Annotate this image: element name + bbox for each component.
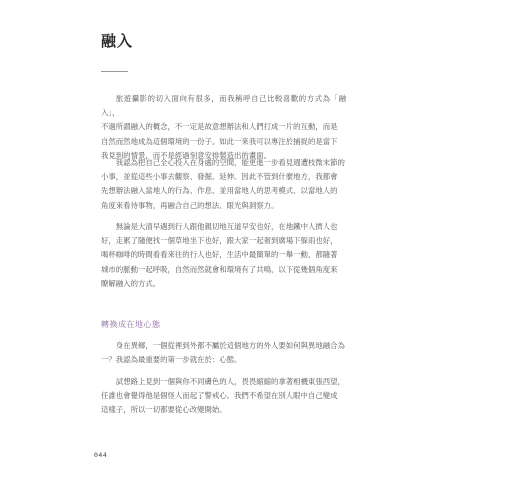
page-number: 044 bbox=[94, 451, 108, 459]
paragraph-1: 旅遊攝影的切入面向有很多，而我稱呼自己比較喜歡的方式為「融入」， 不過所謂融入的概念，不一定是故意想辦法和人們打成一片的互動，而是 自然而然地成為這個環境的一份子。如此一來我可以專注於捕捉的是當下 我見到的情景，而不是經過刻意安排製造出的畫面。 bbox=[101, 94, 346, 160]
title-divider bbox=[101, 71, 128, 72]
section-paragraph-1: 身在異鄉，一個從裡到外都不屬於這個地方的外人要如何與異地融合為 一？我認為最重要的第一步就在於：心態。 bbox=[101, 341, 345, 365]
page-title: 融入 bbox=[101, 32, 134, 50]
paragraph-2: 我認為把自己全心投入在身處的空間，能更進一步看見週遭枝微末節的 小事，並從這些小事去觀察、發掘、延伸。因此不管到什麼地方，我都會 先想辦法融入當地人的行為、作息、並用當地人的思考模式、以當地人的 角度來看待事物，再融合自己的想法、眼光與洞察力。 bbox=[101, 158, 345, 210]
section-heading: 轉換成在地心態 bbox=[101, 320, 161, 329]
paragraph-3: 無論是大清早遇到行人跟他親切地互道早安也好，在地鐵中人擠人也 好，走累了隨便找一個草地坐下也好，跟大家一起奢到廣場下躲雨也好， 喝杯咖啡的時間看看來往的行人也好，生活中最簡單的一舉一動，都隨著 城市的脈動一起呼吸，自然而然就會和環境有了共鳴，以下從幾個角度來 瞭解融入的方式。 bbox=[101, 222, 338, 288]
section-paragraph-2: 試想路上見到一個與你不同膚色的人，畏畏縮縮的拿著相機東張西望， 任誰也會覺得他是個怪人而起了警戒心。我們不希望在別人眼中自己變成 這樣子，所以一切都要從心改變開始。 bbox=[101, 377, 345, 415]
